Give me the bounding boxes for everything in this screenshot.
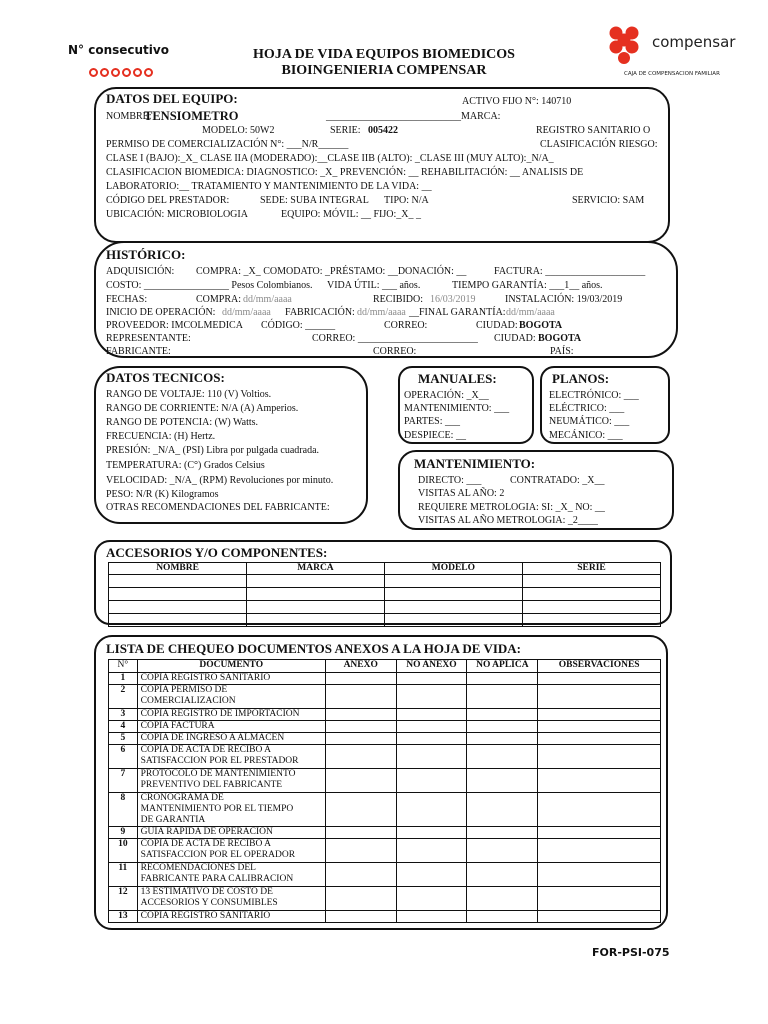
table-row xyxy=(109,709,661,721)
table-row xyxy=(109,827,661,839)
registro-sanitario: REGISTRO SANITARIO O xyxy=(536,125,651,136)
row-number: 12 xyxy=(109,887,138,911)
equipo-movil-fijo: EQUIPO: MÓVIL: __ FIJO:_X_ _ xyxy=(281,209,421,220)
manual-mantenimiento: MANTENIMIENTO: ___ xyxy=(404,403,510,414)
anexo-cell[interactable] xyxy=(325,673,396,685)
frecuencia: FRECUENCIA: (H) Hertz. xyxy=(106,431,216,442)
recibido-label: RECIBIDO: xyxy=(373,294,423,305)
checklist-title: LISTA DE CHEQUEO DOCUMENTOS ANEXOS A LA HOJA DE VIDA: xyxy=(106,641,522,656)
row-document: COPIA REGISTRO SANITARIO xyxy=(137,673,325,685)
no-aplica-cell[interactable] xyxy=(467,721,538,733)
laboratorio: LABORATORIO:__ TRATAMIENTO Y MANTENIMIENTO DE LA VIDA: __ xyxy=(106,181,432,192)
no-anexo-cell[interactable] xyxy=(396,673,467,685)
no-aplica-cell[interactable] xyxy=(467,839,538,863)
ubicacion: UBICACIÓN: MICROBIOLOGIA xyxy=(106,209,248,220)
compra: COMPRA: _X_ COMODATO: _PRÉSTAMO: __DONACIÓN: __ xyxy=(196,266,467,277)
table-row xyxy=(109,614,661,627)
row-document: COPIA REGISTRO SANITARIO xyxy=(137,911,325,923)
table-row xyxy=(109,575,661,588)
vida-util: VIDA ÚTIL: ___ años. xyxy=(327,280,421,291)
observaciones-cell[interactable] xyxy=(538,745,661,769)
servicio: SERVICIO: SAM xyxy=(572,195,645,206)
row-document: COPIA DE ACTA DE RECIBO A SATISFACCION POR EL OPERADOR xyxy=(137,839,325,863)
row-document: PROTOCOLO DE MANTENIMIENTO PREVENTIVO DEL FABRICANTE xyxy=(137,769,325,793)
row-number: 3 xyxy=(109,709,138,721)
plano-electrico: ELÉCTRICO: ___ xyxy=(549,403,625,414)
observaciones-cell[interactable] xyxy=(538,793,661,827)
page-subtitle: BIOINGENIERIA COMPENSAR xyxy=(281,63,487,78)
col-anexo: ANEXO xyxy=(325,660,396,673)
adquisicion: ADQUISICIÓN: xyxy=(106,266,175,277)
accesorios-table xyxy=(108,562,661,627)
historico-title: HISTÓRICO: xyxy=(106,247,186,262)
codigo-prestador: CÓDIGO DEL PRESTADOR: xyxy=(106,195,230,206)
marca: ___________________________MARCA: xyxy=(326,111,501,122)
observaciones-cell[interactable] xyxy=(538,685,661,709)
no-aplica-cell[interactable] xyxy=(467,863,538,887)
observaciones-cell[interactable] xyxy=(538,769,661,793)
table-row xyxy=(109,685,661,709)
no-anexo-cell[interactable] xyxy=(396,709,467,721)
row-number: 10 xyxy=(109,839,138,863)
col-numero: N° xyxy=(109,660,138,673)
table-row xyxy=(109,839,661,863)
table-row xyxy=(109,601,661,614)
no-aplica-cell[interactable] xyxy=(467,709,538,721)
nombre-label: NOMBRE: xyxy=(106,111,152,122)
row-number: 11 xyxy=(109,863,138,887)
logo-name: compensar xyxy=(652,33,736,51)
correo-proveedor: CORREO: xyxy=(384,320,428,331)
row-document: CRONOGRAMA DE MANTENIMIENTO POR EL TIEMPO DE GARANTIA xyxy=(137,793,325,827)
activo-fijo: ACTIVO FIJO N°: 140710 xyxy=(462,96,572,107)
directo: DIRECTO: ___ xyxy=(418,475,482,486)
no-anexo-cell[interactable] xyxy=(396,685,467,709)
factura: FACTURA: ____________________ xyxy=(494,266,646,277)
col-no-anexo: NO ANEXO xyxy=(396,660,467,673)
inicio-operacion-value[interactable]: dd/mm/aaaa xyxy=(222,307,271,318)
mantenimiento-title: MANTENIMIENTO: xyxy=(414,456,536,471)
ciudad-representante-label: CIUDAD: xyxy=(494,333,536,344)
anexo-cell[interactable] xyxy=(325,827,396,839)
no-anexo-cell[interactable] xyxy=(396,769,467,793)
observaciones-cell[interactable] xyxy=(538,863,661,887)
tipo: TIPO: N/A xyxy=(384,195,429,206)
manual-despiece: DESPIECE: __ xyxy=(404,430,466,441)
col-nombre: NOMBRE xyxy=(109,563,247,575)
anexo-cell[interactable] xyxy=(325,685,396,709)
no-anexo-cell[interactable] xyxy=(396,911,467,923)
observaciones-cell[interactable] xyxy=(538,721,661,733)
table-row xyxy=(109,721,661,733)
compensar-logo-icon xyxy=(606,25,650,65)
anexo-cell[interactable] xyxy=(325,769,396,793)
rango-corriente: RANGO DE CORRIENTE: N/A (A) Amperios. xyxy=(106,403,299,414)
anexo-cell[interactable] xyxy=(325,911,396,923)
row-number: 2 xyxy=(109,685,138,709)
table-row xyxy=(109,673,661,685)
manual-partes: PARTES: ___ xyxy=(404,416,460,427)
anexo-cell[interactable] xyxy=(325,793,396,827)
table-row xyxy=(109,733,661,745)
observaciones-cell[interactable] xyxy=(538,839,661,863)
plano-neumatico: NEUMÁTICO: ___ xyxy=(549,416,630,427)
table-row xyxy=(109,793,661,827)
row-document: COPIA PERMISO DE COMERCIALIZACION xyxy=(137,685,325,709)
modelo: MODELO: 50W2 xyxy=(202,125,275,136)
manuales-title: MANUALES: xyxy=(418,371,497,386)
observaciones-cell[interactable] xyxy=(538,887,661,911)
row-document: RECOMENDACIONES DEL FABRICANTE PARA CALIBRACION xyxy=(137,863,325,887)
observaciones-cell[interactable] xyxy=(538,709,661,721)
col-marca: MARCA xyxy=(247,563,385,575)
serie-value: 005422 xyxy=(368,125,398,136)
plano-electronico: ELECTRÓNICO: ___ xyxy=(549,390,639,401)
row-number: 4 xyxy=(109,721,138,733)
col-observaciones: OBSERVACIONES xyxy=(538,660,661,673)
no-anexo-cell[interactable] xyxy=(396,793,467,827)
row-document: GUIA RAPIDA DE OPERACION xyxy=(137,827,325,839)
tiempo-garantia: TIEMPO GARANTÍA: ___1__ años. xyxy=(452,280,603,291)
observaciones-cell[interactable] xyxy=(538,673,661,685)
sede: SEDE: SUBA INTEGRAL xyxy=(260,195,369,206)
col-modelo: MODELO xyxy=(384,563,522,575)
checklist-table xyxy=(108,659,661,923)
ciudad-proveedor-label: CIUDAD: xyxy=(476,320,518,331)
row-document: 13 ESTIMATIVO DE COSTO DE ACCESORIOS Y CONSUMIBLES xyxy=(137,887,325,911)
table-row xyxy=(109,588,661,601)
no-anexo-cell[interactable] xyxy=(396,721,467,733)
costo: COSTO: _________________ Pesos Colombianos. xyxy=(106,280,313,291)
final-garantia-value[interactable]: dd/mm/aaaa xyxy=(506,307,555,318)
row-document: COPIA FACTURA xyxy=(137,721,325,733)
requiere-metrologia: REQUIERE METROLOGIA: SI: _X_ NO: __ xyxy=(418,502,605,513)
clasificacion-riesgo: CLASIFICACIÓN RIESGO: xyxy=(540,139,658,150)
ciudad-proveedor-value: BOGOTA xyxy=(519,320,563,331)
observaciones-cell[interactable] xyxy=(538,911,661,923)
no-anexo-cell[interactable] xyxy=(396,827,467,839)
col-serie: SERIE xyxy=(522,563,660,575)
row-number: 8 xyxy=(109,793,138,827)
no-aplica-cell[interactable] xyxy=(467,827,538,839)
ciudad-representante-value: BOGOTA xyxy=(538,333,582,344)
row-document: COPIA DE INGRESO A ALMACEN xyxy=(137,733,325,745)
no-anexo-cell[interactable] xyxy=(396,745,467,769)
peso: PESO: N/R (K) Kilogramos xyxy=(106,489,219,500)
row-document: COPIA DE ACTA DE RECIBO A SATISFACCION POR EL PRESTADOR xyxy=(137,745,325,769)
proveedor: PROVEEDOR: IMCOLMEDICA xyxy=(106,320,243,331)
row-number: 9 xyxy=(109,827,138,839)
anexo-cell[interactable] xyxy=(325,887,396,911)
anexo-cell[interactable] xyxy=(325,863,396,887)
row-number: 7 xyxy=(109,769,138,793)
correo-fabricante: CORREO: xyxy=(373,346,417,357)
col-no-aplica: NO APLICA xyxy=(467,660,538,673)
no-aplica-cell[interactable] xyxy=(467,673,538,685)
otras-recomendaciones: OTRAS RECOMENDACIONES DEL FABRICANTE: xyxy=(106,502,330,513)
fabricacion-value[interactable]: dd/mm/aaaa xyxy=(357,307,406,318)
planos-title: PLANOS: xyxy=(552,371,610,386)
observaciones-cell[interactable] xyxy=(538,733,661,745)
anexo-cell[interactable] xyxy=(325,721,396,733)
fechas: FECHAS: xyxy=(106,294,148,305)
fabricacion-label: FABRICACIÓN: xyxy=(285,307,355,318)
no-anexo-cell[interactable] xyxy=(396,733,467,745)
no-anexo-cell[interactable] xyxy=(396,887,467,911)
row-number: 1 xyxy=(109,673,138,685)
logo-subtitle: CAJA DE COMPENSACION FAMILIAR xyxy=(624,71,720,77)
table-row xyxy=(109,769,661,793)
no-aplica-cell[interactable] xyxy=(467,745,538,769)
fabricante: FABRICANTE: xyxy=(106,346,171,357)
table-row xyxy=(109,745,661,769)
row-number: 6 xyxy=(109,745,138,769)
no-aplica-cell[interactable] xyxy=(467,793,538,827)
no-anexo-cell[interactable] xyxy=(396,839,467,863)
contratado: CONTRATADO: _X__ xyxy=(510,475,605,486)
representante: REPRESENTANTE: xyxy=(106,333,191,344)
anexo-cell[interactable] xyxy=(325,745,396,769)
correo-representante: CORREO: ________________________ xyxy=(312,333,478,344)
visitas-metrologia: VISITAS AL AÑO METROLOGIA: _2____ xyxy=(418,515,598,526)
table-row xyxy=(109,887,661,911)
velocidad: VELOCIDAD: _N/A_ (RPM) Revoluciones por minuto. xyxy=(106,475,334,486)
plano-mecanico: MECÁNICO: ___ xyxy=(549,430,623,441)
anexo-cell[interactable] xyxy=(325,733,396,745)
instalacion: INSTALACIÓN: 19/03/2019 xyxy=(505,294,623,305)
clasificacion-biomedica: CLASIFICACION BIOMEDICA: DIAGNOSTICO: _X_ PREVENCIÓN: __ REHABILITACIÓN: __ ANALISIS DE xyxy=(106,167,584,178)
page-title: HOJA DE VIDA EQUIPOS BIOMEDICOS xyxy=(253,47,515,62)
compra-fecha-label: COMPRA: xyxy=(196,294,242,305)
no-aplica-cell[interactable] xyxy=(467,685,538,709)
rango-potencia: RANGO DE POTENCIA: (W) Watts. xyxy=(106,417,259,428)
no-anexo-cell[interactable] xyxy=(396,863,467,887)
row-document: COPIA REGISTRO DE IMPORTACION xyxy=(137,709,325,721)
col-documento: DOCUMENTO xyxy=(137,660,325,673)
compra-fecha-value[interactable]: dd/mm/aaaa xyxy=(243,294,292,305)
final-garantia-label: __FINAL GARANTÍA: xyxy=(409,307,506,318)
datos-equipo-title: DATOS DEL EQUIPO: xyxy=(106,91,238,106)
no-aplica-cell[interactable] xyxy=(467,769,538,793)
no-aplica-cell[interactable] xyxy=(467,733,538,745)
row-number: 5 xyxy=(109,733,138,745)
datos-tecnicos-title: DATOS TECNICOS: xyxy=(106,370,225,385)
rango-voltaje: RANGO DE VOLTAJE: 110 (V) Voltios. xyxy=(106,389,272,400)
accesorios-title: ACCESORIOS Y/O COMPONENTES: xyxy=(106,545,328,560)
compensar-logo xyxy=(606,25,736,83)
presion: PRESIÓN: _N/A_ (PSI) Libra por pulgada cuadrada. xyxy=(106,445,320,456)
row-number: 13 xyxy=(109,911,138,923)
nombre-value: TENSIOMETRO xyxy=(144,109,239,123)
permiso-comercializacion: PERMISO DE COMERCIALIZACIÓN N°: ___N/R______ xyxy=(106,139,349,150)
no-aplica-cell[interactable] xyxy=(467,887,538,911)
manual-operacion: OPERACIÓN: _X__ xyxy=(404,390,489,401)
recibido-value[interactable]: 16/03/2019 xyxy=(430,294,476,305)
table-row xyxy=(109,911,661,923)
no-aplica-cell[interactable] xyxy=(467,911,538,923)
anexo-cell[interactable] xyxy=(325,839,396,863)
table-row xyxy=(109,863,661,887)
anexo-cell[interactable] xyxy=(325,709,396,721)
serie-label: SERIE: xyxy=(330,125,361,136)
observaciones-cell[interactable] xyxy=(538,827,661,839)
temperatura: TEMPERATURA: (C°) Grados Celsius xyxy=(106,460,265,471)
clases: CLASE I (BAJO):_X_ CLASE IIA (MODERADO):__CLASE IIB (ALTO): _CLASE III (MUY ALTO):_N/A_ xyxy=(106,153,554,164)
form-code: FOR-PSI-075 xyxy=(592,946,670,959)
pais: PAÍS: xyxy=(550,346,574,357)
codigo: CÓDIGO: ______ xyxy=(261,320,336,331)
consecutivo-label: N° consecutivo xyxy=(68,43,169,57)
inicio-operacion-label: INICIO DE OPERACIÓN: xyxy=(106,307,216,318)
visitas-ano: VISITAS AL AÑO: 2 xyxy=(418,488,505,499)
